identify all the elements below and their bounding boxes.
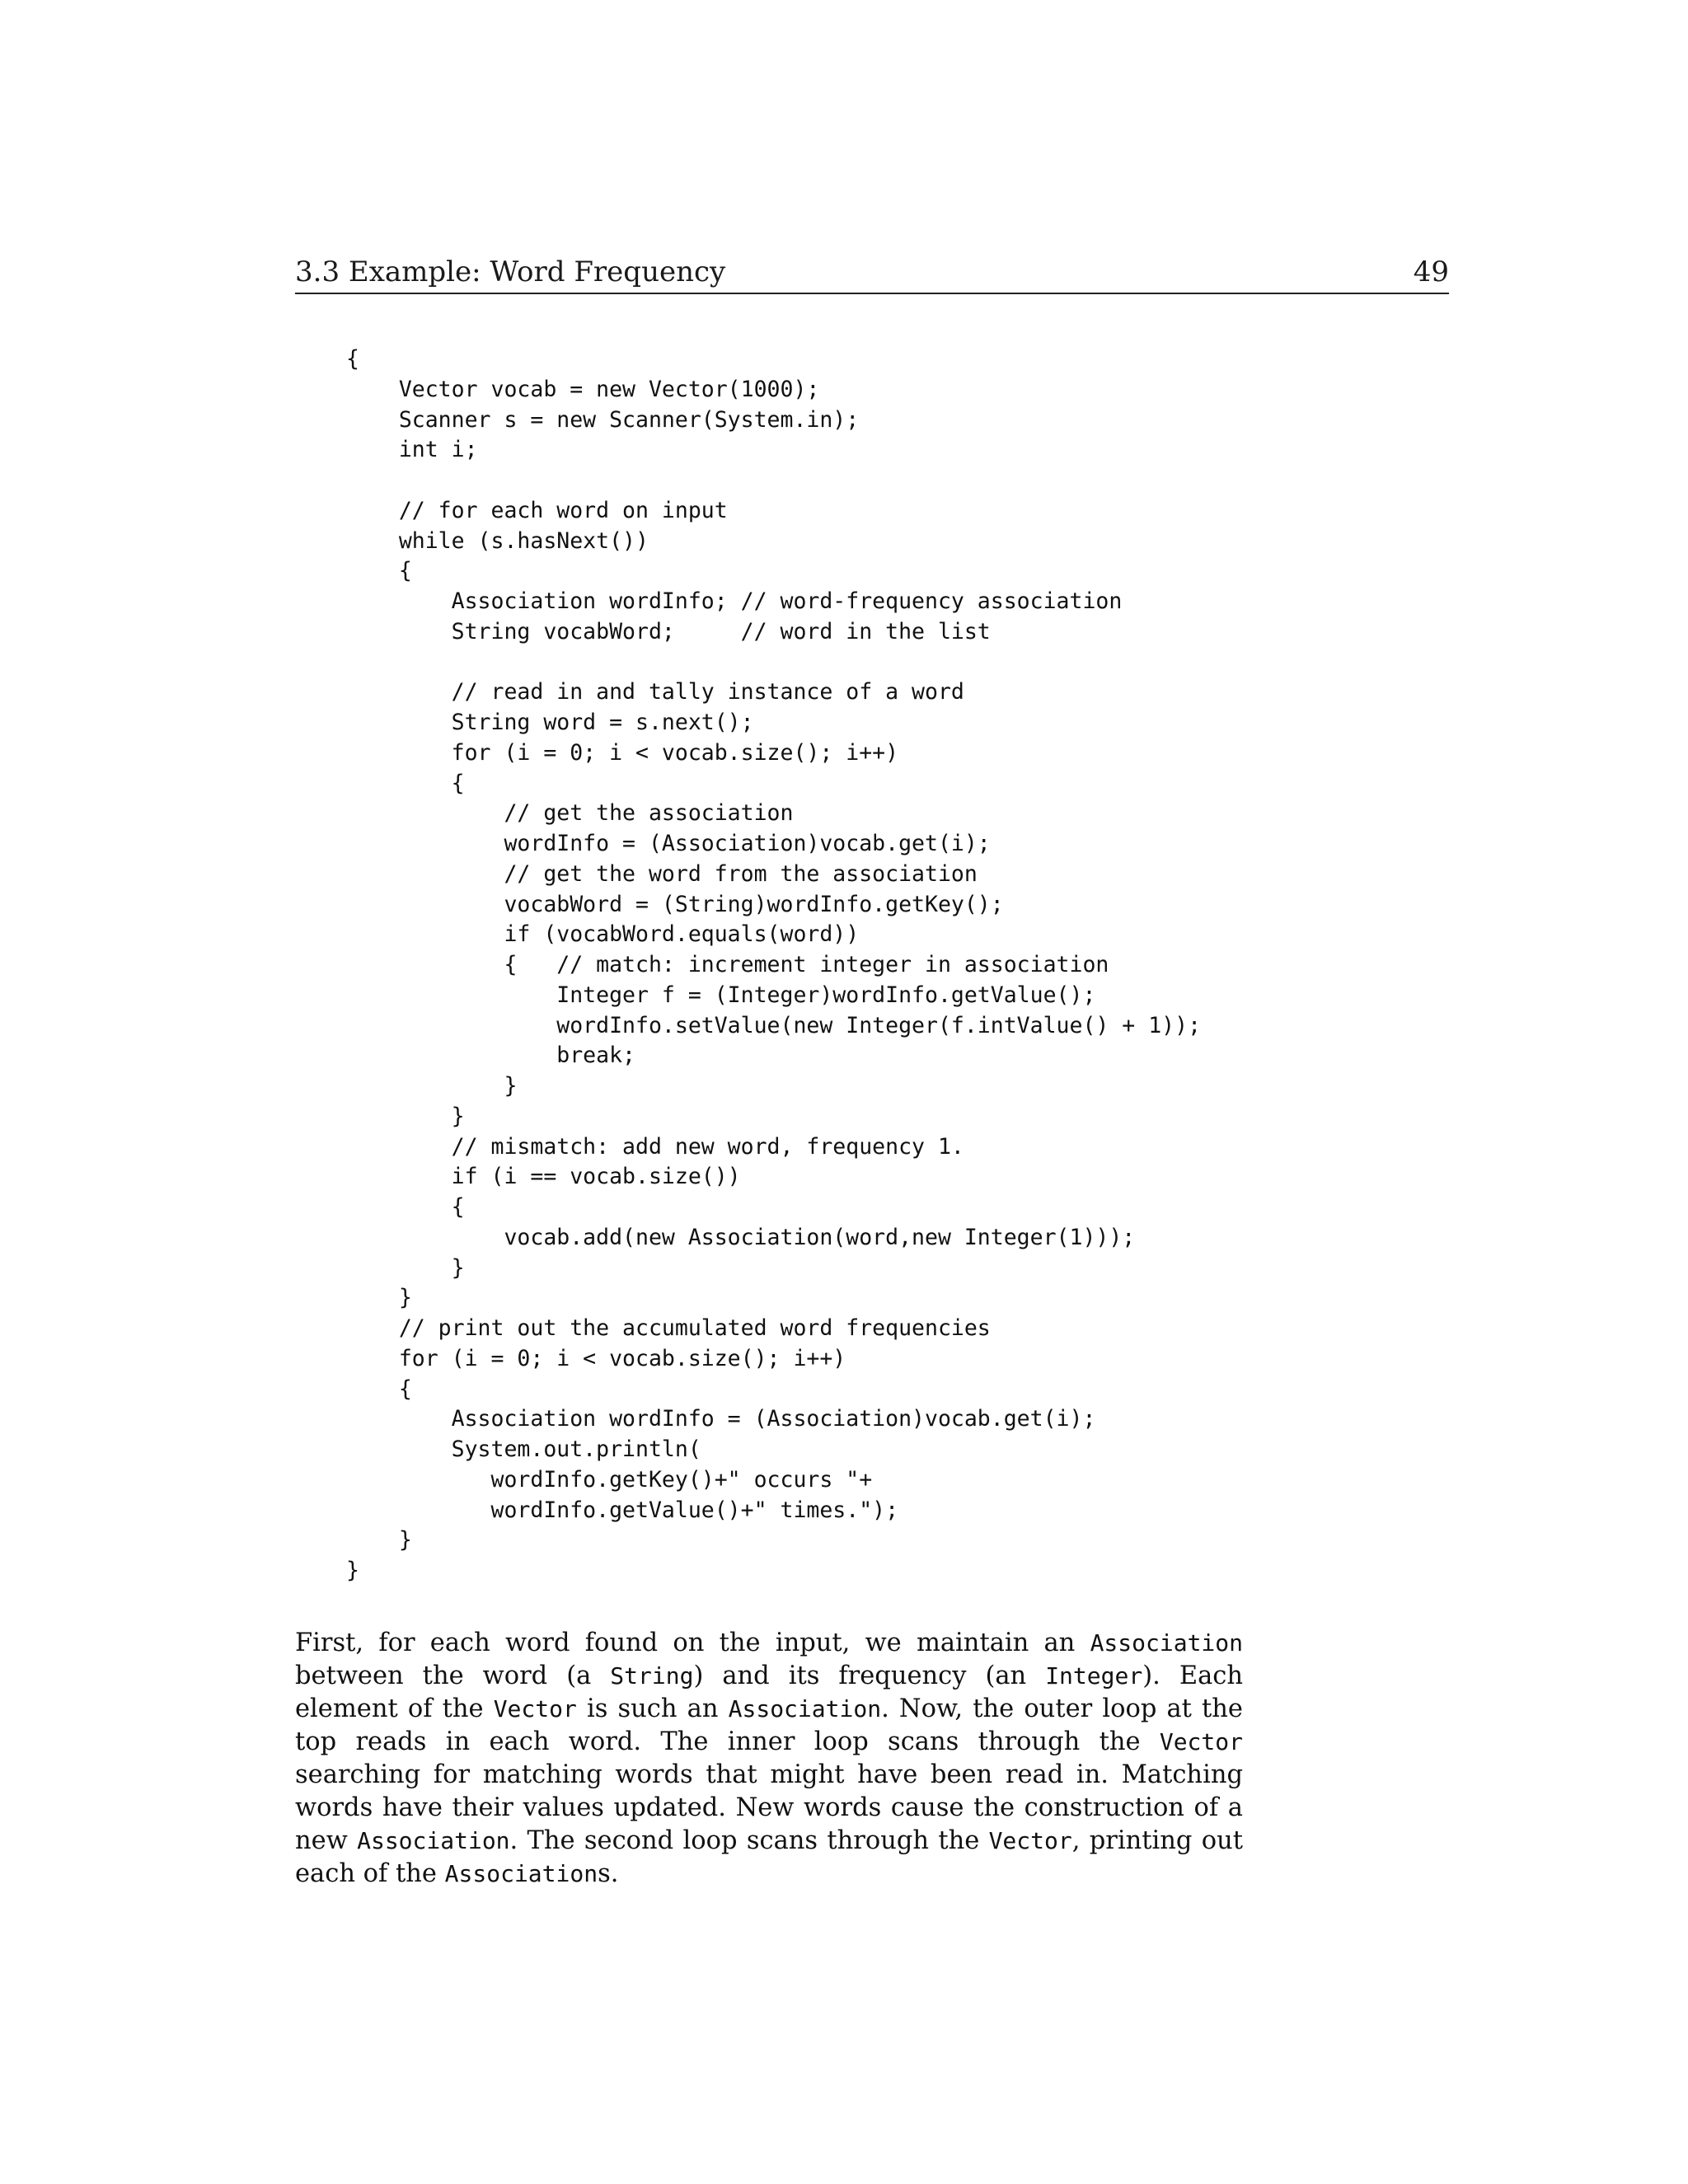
paragraph-text: searching for matching words that might have been read in. Matching words have their values updated. New words cause the construction of a new xyxy=(295,1760,1243,1855)
paragraph-text: First, for each word found on the input, we maintain an xyxy=(295,1629,1090,1657)
inline-code: Vector xyxy=(1159,1728,1243,1755)
inline-code: String xyxy=(610,1662,694,1690)
code-line: String vocabWord; // word in the list xyxy=(346,618,991,644)
inline-code: Vector xyxy=(988,1827,1072,1854)
paragraph-text: . The second loop scans through the xyxy=(509,1826,989,1855)
code-line: { xyxy=(346,770,465,796)
paragraph-text: between the word (a xyxy=(295,1661,611,1690)
paragraph-text: s. xyxy=(598,1859,619,1888)
paragraph-text: . Now, the outer loop at the top reads in each word. The inner loop scans through the xyxy=(295,1694,1243,1756)
code-line: for (i = 0; i < vocab.size(); i++) xyxy=(346,1345,846,1371)
code-line: } xyxy=(346,1103,465,1129)
code-line: Association wordInfo; // word-frequency association xyxy=(346,588,1123,614)
code-line: vocabWord = (String)wordInfo.getKey(); xyxy=(346,891,1004,917)
running-header xyxy=(295,251,1449,294)
code-line: // read in and tally instance of a word xyxy=(346,679,964,705)
code-line: if (vocabWord.equals(word)) xyxy=(346,921,860,948)
code-line: System.out.println( xyxy=(346,1436,701,1462)
code-line: wordInfo.getValue()+" times."); xyxy=(346,1497,899,1523)
inline-code: Association xyxy=(357,1827,510,1854)
code-line: } xyxy=(346,1254,465,1281)
code-line: { xyxy=(346,558,412,584)
code-line: // mismatch: add new word, frequency 1. xyxy=(346,1133,964,1160)
code-line: while (s.hasNext()) xyxy=(346,527,649,554)
section-title: 3.3 Example: Word Frequency xyxy=(295,255,726,288)
inline-code: Association xyxy=(1090,1629,1243,1657)
code-line: // for each word on input xyxy=(346,497,728,523)
code-line: if (i == vocab.size()) xyxy=(346,1164,741,1190)
code-line: break; xyxy=(346,1043,635,1069)
code-line: // get the association xyxy=(346,800,794,827)
code-line: int i; xyxy=(346,437,478,463)
code-line: // get the word from the association xyxy=(346,860,978,887)
code-line: { xyxy=(346,1194,465,1220)
code-line: for (i = 0; i < vocab.size(); i++) xyxy=(346,739,899,766)
inline-code: Association xyxy=(728,1695,882,1722)
inline-code: Vector xyxy=(493,1695,577,1722)
code-line: wordInfo.setValue(new Integer(f.intValue() + 1)); xyxy=(346,1012,1202,1038)
code-line: } xyxy=(346,1073,518,1099)
code-line: { xyxy=(346,346,359,372)
code-listing xyxy=(346,344,1201,1586)
paragraph-text: ) and its frequency (an xyxy=(693,1661,1046,1690)
code-line: } xyxy=(346,1285,412,1311)
page-number: 49 xyxy=(1413,255,1449,288)
code-line: Association wordInfo = (Association)vocab.get(i); xyxy=(346,1406,1096,1432)
paragraph-text: ). Each element of the xyxy=(295,1661,1243,1723)
code-line: // print out the accumulated word frequencies xyxy=(346,1315,991,1341)
code-line: Vector vocab = new Vector(1000); xyxy=(346,376,820,402)
code-line: Integer f = (Integer)wordInfo.getValue(); xyxy=(346,982,1096,1008)
body-paragraph xyxy=(295,1627,1243,1891)
code-line: { // match: increment integer in association xyxy=(346,952,1109,977)
inline-code: Association xyxy=(444,1860,598,1887)
code-line: Scanner s = new Scanner(System.in); xyxy=(346,406,860,433)
code-line: } xyxy=(346,1527,412,1554)
code-line: vocab.add(new Association(word,new Integer(1))); xyxy=(346,1224,1136,1250)
paragraph-text: , printing out each of the xyxy=(295,1826,1243,1888)
inline-code: Integer xyxy=(1045,1662,1143,1690)
code-line: wordInfo.getKey()+" occurs "+ xyxy=(346,1466,873,1493)
code-line: String word = s.next(); xyxy=(346,710,754,735)
paragraph-text: is such an xyxy=(576,1694,729,1723)
code-line: } xyxy=(346,1558,359,1583)
code-line: wordInfo = (Association)vocab.get(i); xyxy=(346,831,991,856)
code-line: { xyxy=(346,1376,412,1402)
code-line xyxy=(346,466,1201,496)
code-line xyxy=(346,648,1201,678)
